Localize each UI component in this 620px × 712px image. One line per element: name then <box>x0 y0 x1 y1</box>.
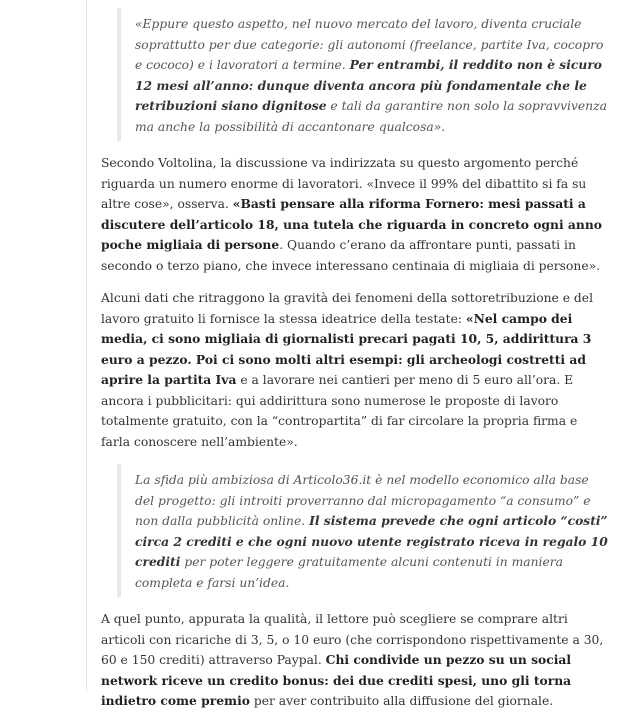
paragraph-emphasis: «Nel campo dei media, ci sono migliaia di giornalisti precari pagati 10, 5, addirittura 3 euro a pezzo. Poi ci sono molti altri esempi: gli archeologi costretti ad aprire la partita Iva <box>101 310 592 387</box>
quote-text: La sfida più ambiziosa di Articolo36.it è nel modello economico alla base del progetto: gli introiti proverranno dal micropagamento “a consumo” e non dalla pubblicità online. <box>135 473 591 528</box>
quote-emphasis: Il sistema prevede che ogni articolo “costi” circa 2 crediti e che ogni nuovo utente registrato riceva in regalo 10 crediti <box>135 513 608 569</box>
quote-emphasis: Per entrambi, il reddito non è sicuro 12 mesi all’anno: dunque diventa ancora più fondamentale che le retribuzioni siano dignitose <box>135 57 603 113</box>
quote-text: e tali da garantire non solo la sopravvivenza ma anche la possibilità di accantonare qualcosa». <box>135 99 607 134</box>
paragraph-text: . Quando c’erano da affrontare punti, passati in secondo o terzo piano, che invece interessano centinaia di migliaia di persone». <box>101 238 601 273</box>
blockquote-modello-economico <box>117 464 609 597</box>
paragraph-text: per aver contribuito alla diffusione del giornale. <box>249 694 554 708</box>
paragraph-text: e a lavorare nei cantieri per meno di 5 euro all’ora. E ancora i pubblicitari: qui addirittura sono numerose le proposte di lavoro totalmente gratuito, con la “contropartita” di far circolare la propria firma e farla conoscere nell’ambiente». <box>101 373 578 449</box>
quote-text: «Eppure questo aspetto, nel nuovo mercato del lavoro, diventa cruciale soprattutto per due categorie: gli autonomi (freelance, partite Iva, cocopro e cococo) e i lavoratori a termine. <box>135 17 604 72</box>
paragraph-voltolina <box>101 153 609 276</box>
paragraph-text: Secondo Voltolina, la discussione va indirizzata su questo argomento perché riguarda un numero enorme di lavoratori. «Invece il 99% del dibattito si fa su altre cose», osserva. <box>101 156 587 211</box>
article-body <box>101 0 609 712</box>
paragraph-emphasis: Chi condivide un pezzo su un social network riceve un credito bonus: dei due crediti spesi, uno gli torna indietro come premio <box>101 652 572 708</box>
quote-text: per poter leggere gratuitamente alcuni contenuti in maniera completa e farsi un’idea. <box>135 555 563 590</box>
paragraph-emphasis: «Basti pensare alla riforma Fornero: mesi passati a discutere dell’articolo 18, una tutela che riguarda in concreto ogni anno poche migliaia di persone <box>101 196 602 252</box>
paragraph-text: A quel punto, appurata la qualità, il lettore può scegliere se comprare altri articoli con ricariche di 3, 5, o 10 euro (che corrispondono rispettivamente a 30, 60 e 150 crediti) attraverso Paypal. <box>101 612 604 667</box>
paragraph-text: Alcuni dati che ritraggono la gravità dei fenomeni della sottoretribuzione e del lavoro gratuito li fornisce la stessa ideatrice della testate: <box>101 291 594 326</box>
paragraph-crediti <box>101 609 609 712</box>
blockquote-reddito <box>117 8 609 141</box>
paragraph-dati <box>101 288 609 452</box>
article-page <box>86 0 620 708</box>
